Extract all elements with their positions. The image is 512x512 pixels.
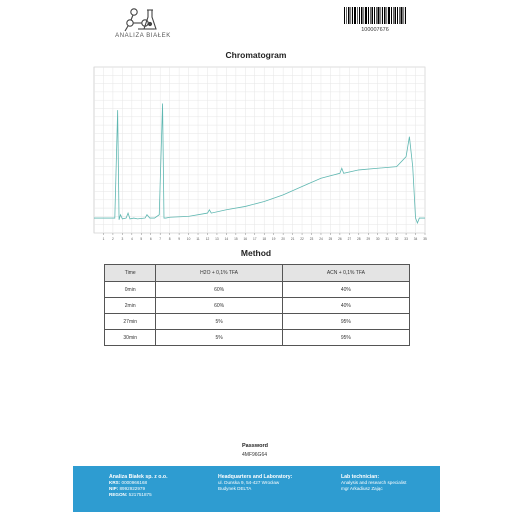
water-cell: 5% [156,330,282,346]
x-tick-label: 6 [149,237,152,241]
x-tick-label: 18 [262,237,267,241]
x-tick-label: 31 [385,237,389,241]
hq-title: Headquarters and Laboratory: [218,474,293,480]
acn-cell: 40% [282,298,409,314]
chromatogram-chart [82,63,430,244]
time-cell: 0min [105,282,156,298]
x-tick-label: 1 [102,237,105,241]
x-tick-label: 2 [112,237,114,241]
hq-building: Budynek DELTA [218,486,252,491]
x-tick-label: 16 [243,237,248,241]
regon-line: REGON: 521751875 [109,492,152,497]
x-tick-label: 4 [130,237,133,241]
table-row [105,330,410,346]
water-cell: 60% [156,282,282,298]
x-tick-label: 19 [271,237,276,241]
x-tick-label: 17 [252,237,257,241]
lab-role: Analysis and research specialist [341,480,407,485]
acn-cell: 40% [282,282,409,298]
password-label: Password [242,443,268,449]
acn-cell: 95% [282,314,409,330]
x-tick-label: 30 [375,237,380,241]
x-tick-label: 14 [224,237,229,241]
barcode [344,7,406,24]
company-logo-text: ANALIZA BIAŁEK [115,33,171,39]
x-tick-label: 11 [196,237,200,241]
acn-cell: 95% [282,330,409,346]
footer-hq [218,474,292,492]
x-tick-label: 32 [394,237,399,241]
x-tick-label: 22 [300,237,304,241]
x-tick-label: 7 [159,237,162,241]
x-tick-label: 35 [423,237,427,241]
chromatogram-title: Chromatogram [225,50,287,60]
x-tick-label: 13 [215,237,219,241]
method-col-acn: ACN + 0,1% TFA [282,265,409,282]
table-row [105,298,410,314]
x-tick-label: 26 [338,237,342,241]
x-tick-label: 15 [234,237,238,241]
water-cell: 60% [156,298,282,314]
time-cell: 30min [105,330,156,346]
x-tick-label: 25 [328,237,333,241]
x-tick-label: 21 [290,237,295,241]
lab-title: Lab technician: [341,474,380,480]
footer-company [109,474,168,498]
method-table [104,264,410,346]
footer [73,466,440,512]
x-tick-label: 3 [121,237,124,241]
x-tick-label: 23 [309,237,314,241]
x-tick-label: 10 [186,237,191,241]
footer-lab [341,474,406,492]
time-cell: 2min [105,298,156,314]
krs-line: KRS: 0000966168 [109,480,148,485]
table-row [105,314,410,330]
password-value: 4MF96G64 [242,452,268,458]
x-tick-label: 9 [178,237,181,241]
hq-address: ul. Dunska 9, 54-427 Wrocław [218,480,280,485]
x-tick-label: 28 [357,237,361,241]
x-tick-label: 8 [168,237,171,241]
x-tick-label: 20 [281,237,285,241]
table-row [105,282,410,298]
water-cell: 5% [156,314,282,330]
x-tick-label: 27 [347,237,352,241]
company-name: Analiza Białek sp. z o.o. [109,474,168,480]
time-cell: 27min [105,314,156,330]
x-tick-label: 33 [404,237,408,241]
barcode-number: 100007676 [361,27,389,33]
method-title: Method [240,248,272,258]
method-col-time: Time [105,265,156,282]
lab-name: mgr Arkadiusz Zając [341,486,383,491]
x-tick-label: 34 [413,237,418,241]
nip-line: NIP: 8992922979 [109,486,146,491]
x-tick-label: 5 [140,237,143,241]
x-tick-label: 29 [366,237,371,241]
x-tick-label: 12 [205,237,210,241]
method-header-row [105,265,410,282]
x-tick-label: 24 [319,237,323,241]
method-col-water: H2O + 0,1% TFA [156,265,282,282]
